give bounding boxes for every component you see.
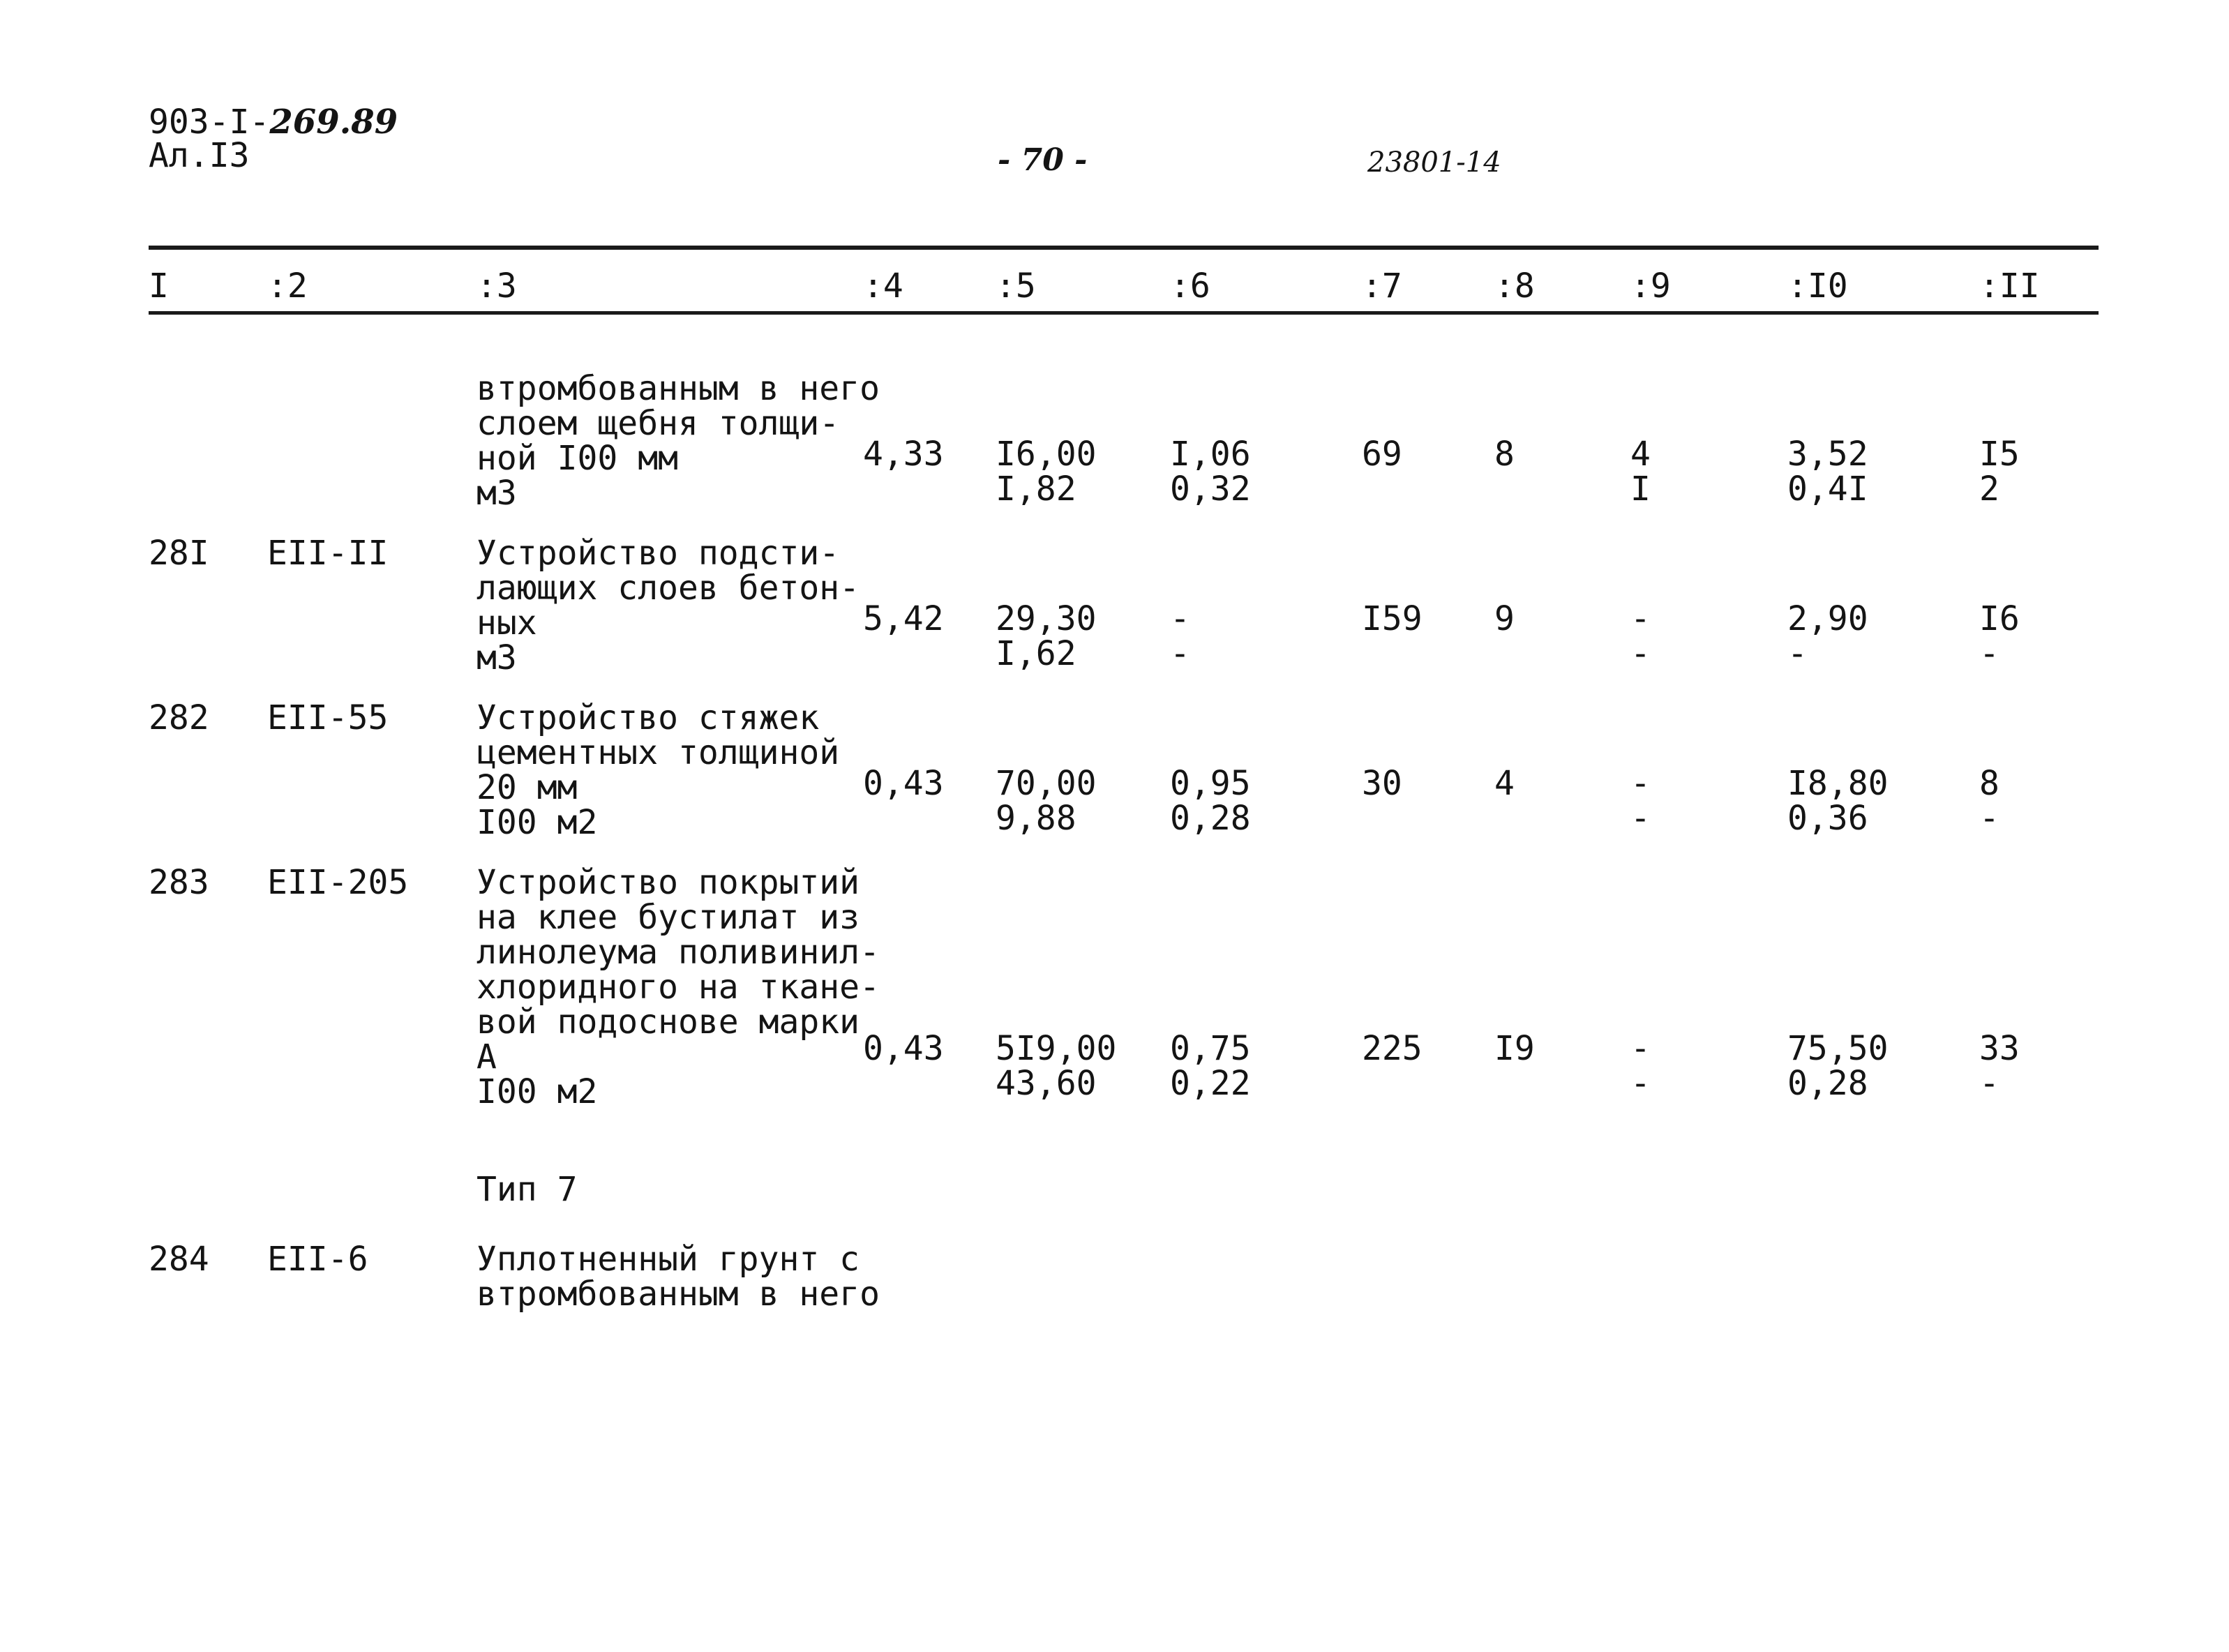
row-col10: I8,80 0,36 [1787,764,1889,838]
row-col8: I9 [1494,1029,1535,1068]
album-label: Ал.I3 [149,136,250,175]
row-col8: 8 [1494,435,1515,474]
row-description: Устройство покрытий на клее бустилат из линолеума поливинил- хлоридного на ткане- вой подоснове марки А I00 м2 [476,863,880,1111]
row-col9: 4 I [1630,435,1651,509]
row-col10: 2,90 - [1787,599,1868,673]
row-col6: - - [1170,599,1190,673]
row-col11: I6 - [1979,599,2020,673]
column-header-3: :3 [476,266,517,306]
row-col5: 70,00 9,88 [996,764,1097,838]
column-header-6: :6 [1170,266,1210,306]
row-col9: - - [1630,599,1651,673]
page-number: - 70 - [998,142,1088,178]
row-code: EII-II [267,534,389,573]
row-col7: 69 [1362,435,1402,474]
row-description: втромбованным в него слоем щебня толщи- ной I00 мм м3 [476,369,880,513]
row-col11: I5 2 [1979,435,2020,509]
row-col7: 30 [1362,764,1402,803]
column-header-7: :7 [1362,266,1402,306]
row-code: EII-6 [267,1240,368,1279]
row-col6: 0,75 0,22 [1170,1029,1251,1103]
row-col7: 225 [1362,1029,1423,1068]
column-header-5: :5 [996,266,1036,306]
column-header-2: :2 [267,266,308,306]
row-description: Устройство подсти- лающих слоев бетон- ных м3 [476,534,860,677]
row-col8: 4 [1494,764,1515,803]
column-header-10: :I0 [1787,266,1848,306]
row-col4: 4,33 [863,435,944,474]
inventory-number: 23801-14 [1367,147,1501,179]
row-col6: 0,95 0,28 [1170,764,1251,838]
column-header-8: :8 [1494,266,1535,306]
row-number: 284 [149,1240,209,1279]
row-col5: 29,30 I,62 [996,599,1097,673]
row-col5: 5I9,00 43,60 [996,1029,1117,1103]
column-header-11: :II [1979,266,2040,306]
table-header-rule [149,311,2099,315]
row-code: EII-55 [267,698,389,737]
row-col9: - - [1630,764,1651,838]
row-number: 28I [149,534,209,573]
column-header-1: I [149,266,169,306]
row-description: Устройство стяжек цементных толщиной 20 мм I00 м2 [476,698,840,842]
row-col5: I6,00 I,82 [996,435,1097,509]
document-series-handwritten: 269.89 [269,103,398,142]
row-col7: I59 [1362,599,1423,638]
row-col6: I,06 0,32 [1170,435,1251,509]
row-col11: 8 - [1979,764,1999,838]
row-code: EII-205 [267,863,409,902]
row-number: 282 [149,698,209,737]
row-col10: 75,50 0,28 [1787,1029,1889,1103]
column-header-4: :4 [863,266,903,306]
type-heading: Тип 7 [476,1170,578,1209]
column-header-9: :9 [1630,266,1671,306]
row-col11: 33 - [1979,1029,2020,1103]
table-top-rule [149,246,2099,250]
row-description: Уплотненный грунт с втромбованным в него [476,1240,880,1314]
row-col8: 9 [1494,599,1515,638]
document-series [149,105,398,140]
row-col9: - - [1630,1029,1651,1103]
document-series-prefix: 903-I- [149,103,270,142]
row-col10: 3,52 0,4I [1787,435,1868,509]
row-col4: 5,42 [863,599,944,638]
row-col4: 0,43 [863,764,944,803]
row-number: 283 [149,863,209,902]
row-col4: 0,43 [863,1029,944,1068]
